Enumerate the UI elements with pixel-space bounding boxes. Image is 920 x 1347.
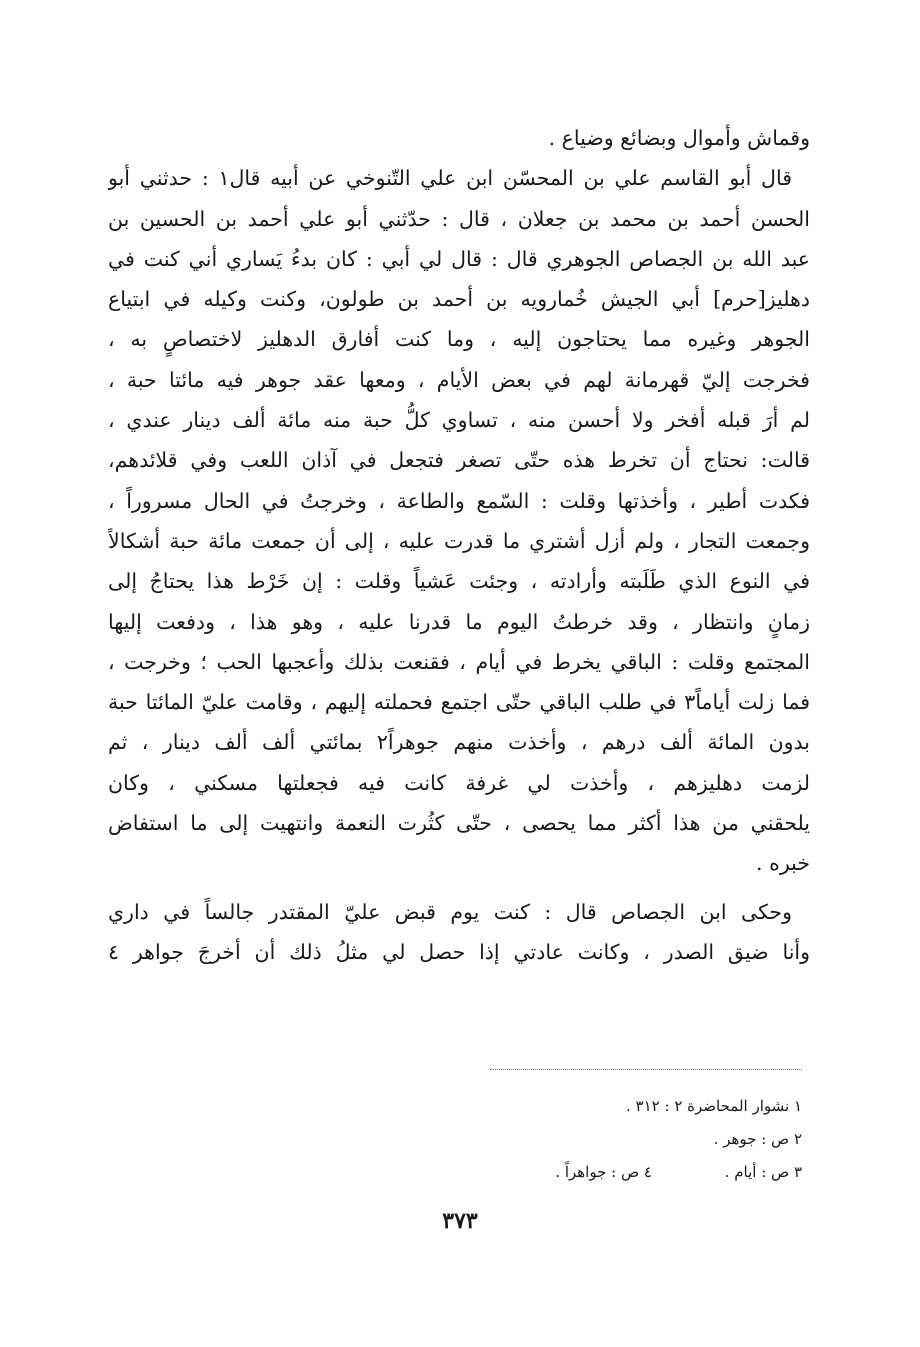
footnote-2: ٢ ص : جوهر .: [713, 1130, 802, 1148]
text-line: قالت: نحتاج أن تخرط هذه حتّى تصغر فتجعل في آذان اللعب وفي قلائدهم،: [108, 448, 810, 473]
footnote-3: ٣ ص : أيام .: [724, 1163, 802, 1181]
footnote-divider: [490, 1069, 802, 1070]
main-text: [108, 118, 810, 972]
text-line: فكدت أطير ، وأخذتها وقلت : السّمع والطاعة ، وخرجتُ في الحال مسروراً ،: [108, 488, 810, 513]
text-line: المجتمع وقلت : الباقي يخرط في أيام ، فقنعت بذلك وأعجبها الحب ؛ وخرجت ،: [108, 649, 810, 674]
text-line: لزمت دهليزهم ، وأخذت لي غرفة كانت فيه فجعلتها مسكني ، وكان: [108, 770, 810, 795]
text-line: وحكى ابن الجصاص قال : كنت يوم قبض عليّ المقتدر جالساً في داري: [108, 899, 792, 924]
paragraph-1: [108, 118, 810, 158]
text-line: يلحقني من هذا أكثر مما يحصى ، حتّى كثُرت النعمة وانتهيت إلى ما استفاض: [108, 811, 810, 836]
paragraph-2: [108, 158, 810, 883]
text-line: زمانٍ وانتظار ، وقد خرطتُ اليوم ما قدرنا عليه ، وهو هذا ، ودفعت إليها: [108, 609, 810, 634]
text-line: وقماش وأموال وبضائع وضياع .: [548, 126, 810, 150]
text-line: عبد الله بن الجصاص الجوهري قال : قال لي أبي : كان بدءُ يَساري أني كنت في: [108, 246, 810, 271]
text-line: في النوع الذي طَلَبته وأرادته ، وجئت عَشياً وقلت : إن خَرْط هذا يحتاجُ إلى: [108, 569, 810, 594]
text-line: قال أبو القاسم علي بن المحسّن ابن علي التّنوخي عن أبيه قال١ : حدثني أبو: [108, 166, 792, 191]
text-line: وأنا ضيق الصدر ، وكانت عادتي إذا حصل لي مثلُ ذلك أن أخرجَ جواهر ٤: [108, 939, 810, 964]
text-line: الجوهر وغيره مما يحتاجون إليه ، وما كنت أفارق الدهليز لاختصاصٍ به ،: [108, 327, 810, 352]
footnote-row-3-4: [300, 1156, 802, 1189]
footnotes: [300, 1090, 802, 1189]
text-line: وجمعت التجار ، ولم أزل أشتري ما قدرت عليه ، إلى أن جمعت مائة حبة أشكالاً: [108, 528, 810, 553]
text-line: الحسن أحمد بن محمد بن جعلان ، قال : حدّثني أبو علي أحمد بن الحسين بن: [108, 206, 810, 231]
footnote-1: ١ نشوار المحاضرة ٢ : ٣١٢ .: [626, 1097, 802, 1115]
text-line: فخرجت إليّ قهرمانة لهم في بعض الأيام ، ومعها عقد جوهر فيه مائتا حبة ،: [108, 367, 810, 392]
text-line: دهليز[حرم] أبي الجيش خُمارويه بن أحمد بن طولون، وكنت وكيله في ابتياع: [108, 287, 810, 312]
paragraph-3: [108, 892, 810, 973]
footnote-4: ٤ ص : جواهراً .: [555, 1163, 652, 1181]
text-line: فما زلت أياماً٣ في طلب الباقي حتّى اجتمع فحملته إليهم ، وقامت عليّ المائتا حبة: [108, 690, 810, 715]
text-line: بدون المائة ألف درهم ، وأخذت منهم جوهراً٢ بمائتي ألف ألف دينار ، ثم: [108, 730, 810, 755]
text-line: لم أرَ قبله أفخر ولا أحسن منه ، تساوي كلُّ حبة منه مائة ألف دينار عندي ،: [108, 408, 810, 433]
page-number: ٣٧٣: [442, 1208, 478, 1234]
paragraph-gap: [108, 884, 810, 892]
text-line: خبره .: [756, 851, 810, 876]
